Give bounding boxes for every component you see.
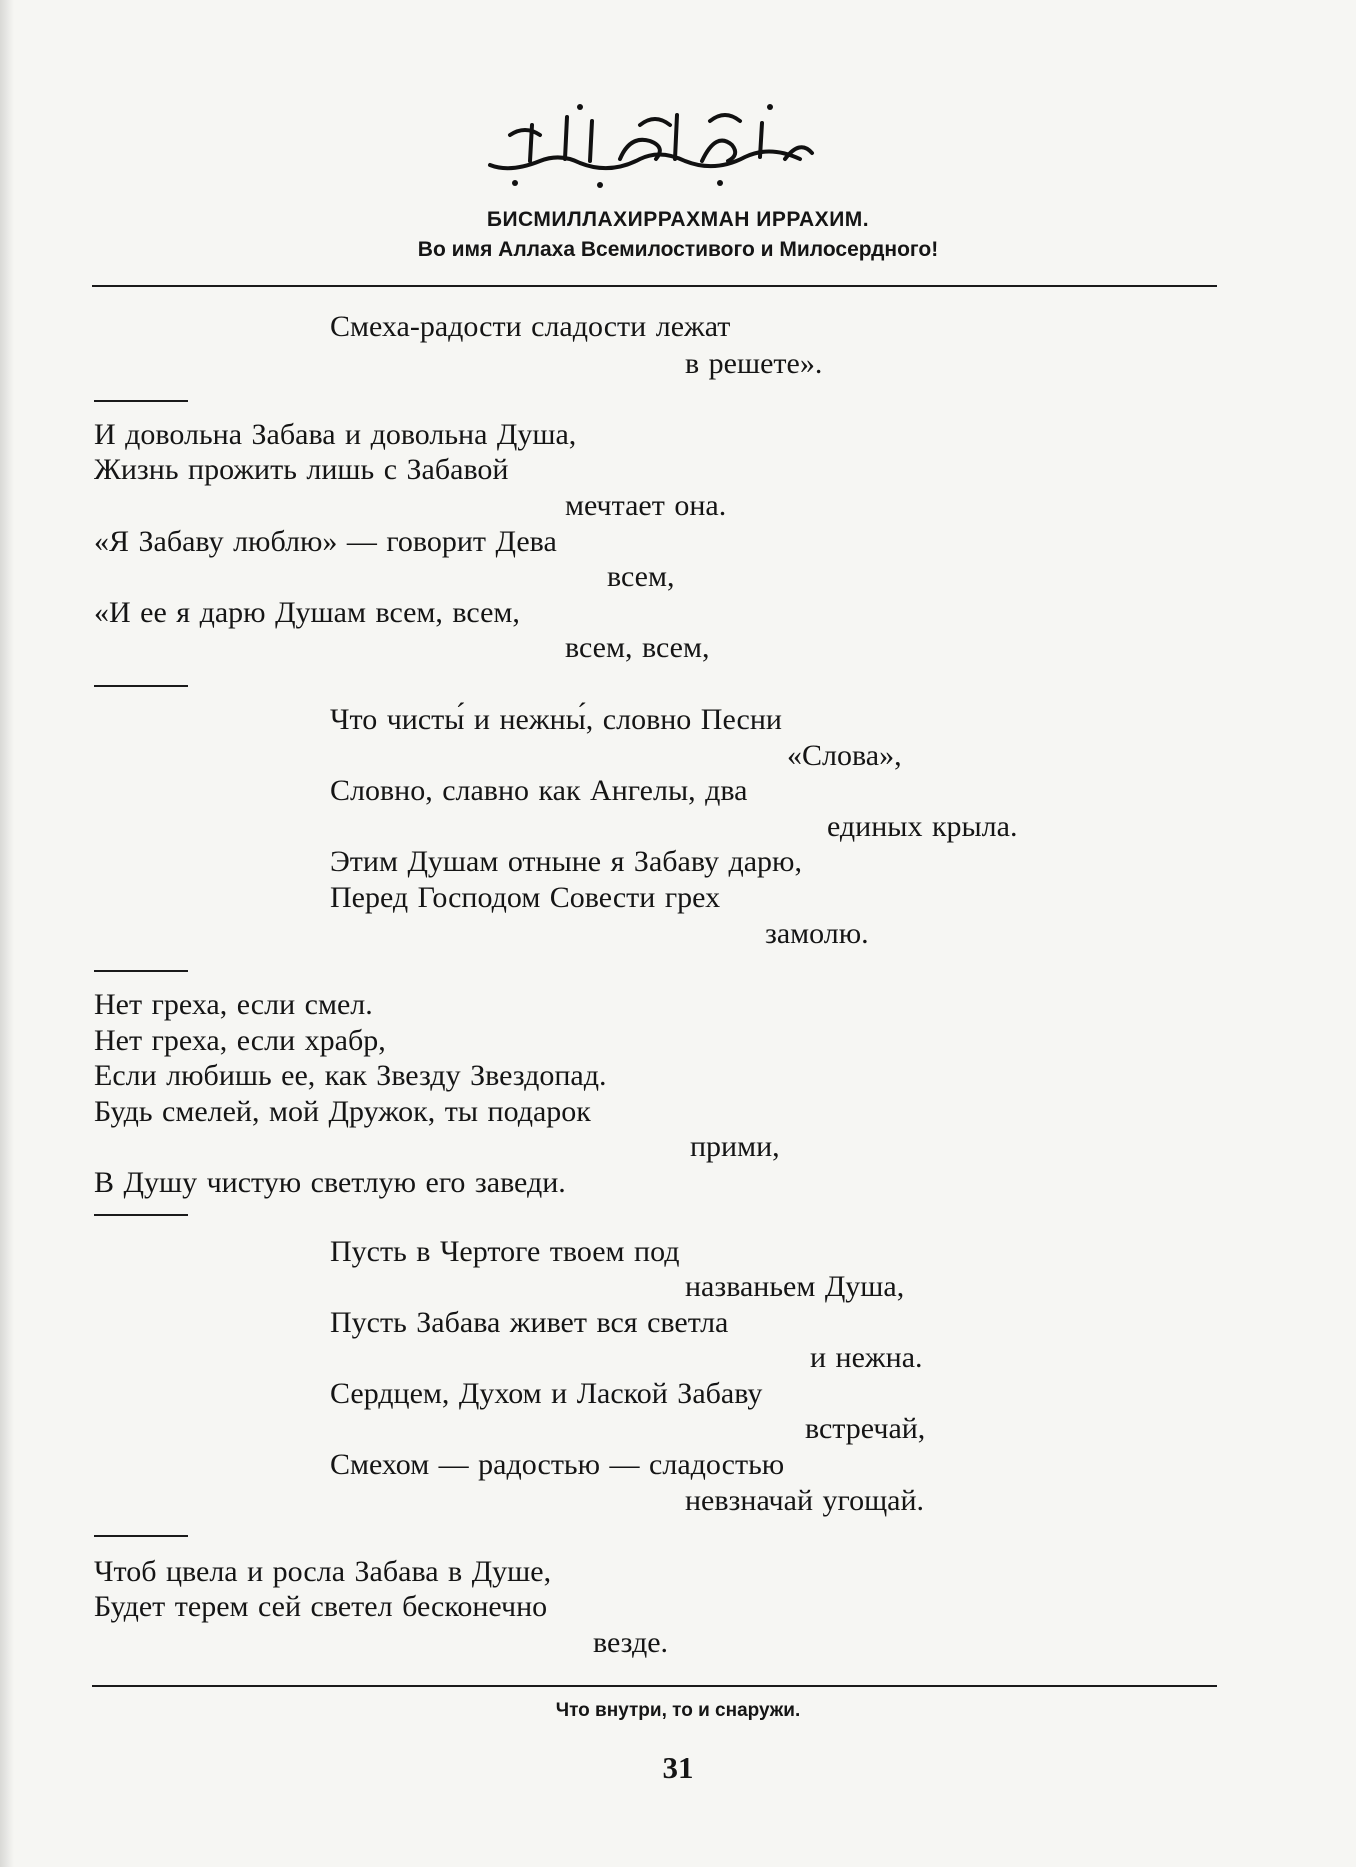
poem-line: мечтает она. <box>565 489 727 522</box>
poem-line: В Душу чистую светлую его заведи. <box>94 1166 566 1199</box>
poem-line: и нежна. <box>810 1341 923 1374</box>
stanza-divider <box>94 1535 188 1537</box>
poem-line: Перед Господом Совести грех <box>330 881 721 914</box>
poem-line: единых крыла. <box>827 810 1018 843</box>
stanza-divider <box>94 685 188 687</box>
poem-line: Что чисты́ и нежны́, словно Песни <box>330 703 782 736</box>
poem-line: всем, всем, <box>565 631 710 664</box>
poem-line: «Я Забаву люблю» — говорит Дева <box>94 525 557 558</box>
poem-line: встречай, <box>805 1412 926 1445</box>
poem-line: «Слова», <box>787 739 902 772</box>
stanza-divider <box>94 1214 188 1216</box>
stanza-divider <box>94 970 188 972</box>
poem-line: Будь смелей, мой Дружок, ты подарок <box>94 1095 591 1128</box>
poem-line: Чтоб цвела и росла Забава в Душе, <box>94 1555 552 1588</box>
poem-line: замолю. <box>765 917 869 950</box>
poem-line: Если любишь ее, как Звезду Звездопад. <box>94 1059 607 1092</box>
poem-line: «И ее я дарю Душам всем, всем, <box>94 596 520 629</box>
poem-line: всем, <box>607 560 675 593</box>
stanza-divider <box>94 400 188 402</box>
poem-line: Смеха-радости сладости лежат <box>330 310 731 343</box>
poem-line: Смехом — радостью — сладостью <box>330 1448 785 1481</box>
footer-rule <box>92 1685 1217 1687</box>
poem-line: Нет греха, если храбр, <box>94 1024 386 1057</box>
poem-line: Сердцем, Духом и Лаской Забаву <box>330 1377 763 1410</box>
poem-line: Будет терем сей светел бесконечно <box>94 1590 548 1623</box>
header-subtitle: Во имя Аллаха Всемилостивого и Милосердного! <box>417 238 939 261</box>
poem-line: Словно, славно как Ангелы, два <box>330 774 748 807</box>
poem-line: Пусть в Чертоге твоем под <box>330 1235 680 1268</box>
page-number: 31 <box>662 1750 694 1785</box>
poem-line: названьем Душа, <box>685 1270 905 1303</box>
poem-line: Жизнь прожить лишь с Забавой <box>94 453 509 486</box>
poem-line: везде. <box>593 1626 669 1659</box>
poem-line: И довольна Забава и довольна Душа, <box>94 418 577 451</box>
poem-line: Нет греха, если смел. <box>94 988 373 1021</box>
poem-line: Этим Душам отныне я Забаву дарю, <box>330 845 802 878</box>
poem-line: прими, <box>690 1130 780 1163</box>
header-title: БИСМИЛЛАХИРРАХМАН ИРРАХИМ. <box>486 208 870 231</box>
poem-line: в решете». <box>685 347 823 380</box>
poem-line: невзначай угощай. <box>685 1484 925 1517</box>
poem-line: Пусть Забава живет вся светла <box>330 1306 729 1339</box>
footer-motto: Что внутри, то и снаружи. <box>555 1700 801 1721</box>
